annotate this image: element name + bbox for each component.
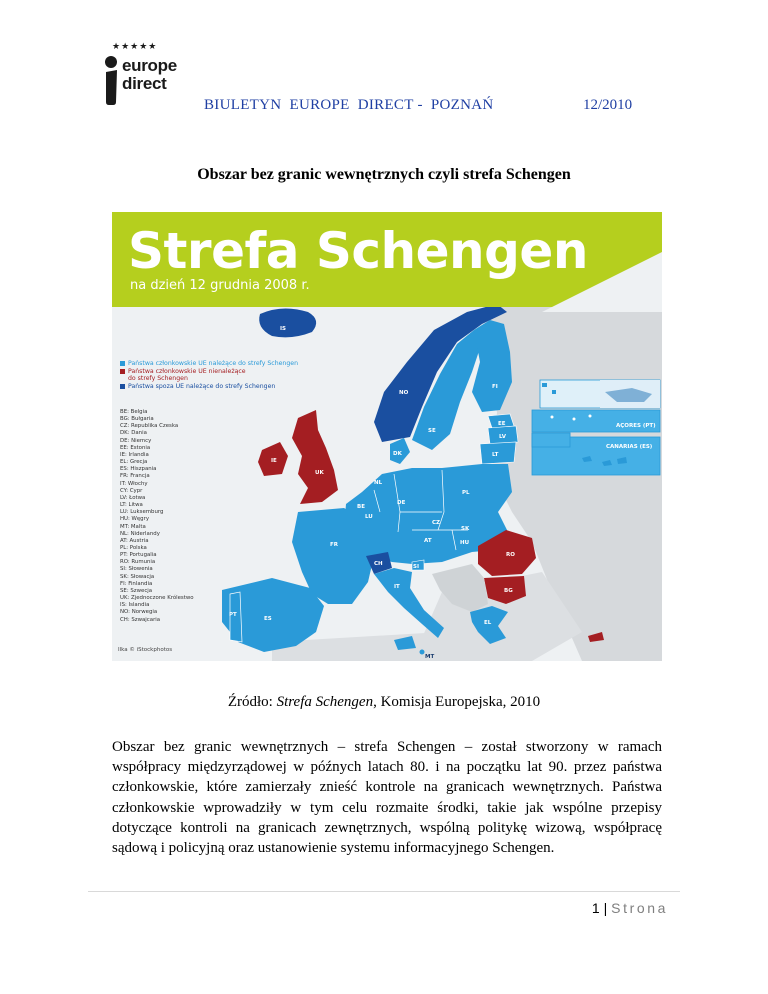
legend-label: Państwa członkowskie UE nienależące do strefy Schengen <box>128 367 246 383</box>
country-code: ES: Hiszpania <box>120 466 157 473</box>
map-label-pt: PT <box>229 612 237 618</box>
map-label-nl: NL <box>374 480 383 486</box>
map-label-is: IS <box>280 326 287 332</box>
map-label-se: SE <box>428 428 436 434</box>
map-label-be: BE <box>357 504 365 510</box>
logo-word-europe: europe <box>122 56 177 75</box>
country-code: BE: Belgia <box>120 409 148 415</box>
map-label-acores: AÇORES (PT) <box>616 423 656 429</box>
country-code: FI: Finlandia <box>120 580 153 587</box>
page-number-value: 1 <box>591 900 600 916</box>
schengen-map-figure <box>112 212 662 661</box>
europe-direct-logo <box>100 42 190 108</box>
legend-swatch <box>120 384 125 389</box>
map-label-hu: HU <box>460 540 470 546</box>
country-code: SI: Słowenia <box>120 566 153 573</box>
country-code: PT: Portugalia <box>120 552 157 559</box>
logo-word-direct: direct <box>122 74 167 93</box>
bulletin-issue: 12/2010 <box>583 97 633 113</box>
legend-swatch <box>120 361 125 366</box>
legend-label: Państwa spoza UE należące do strefy Schengen <box>128 382 276 390</box>
country-code: EE: Estonia <box>120 444 151 451</box>
figure-source <box>0 694 768 711</box>
map-label-lt: LT <box>492 452 499 458</box>
country-code: IE: Irlandia <box>120 451 149 458</box>
country-code: RO: Rumunia <box>120 559 156 566</box>
map-label-pl: PL <box>462 490 470 496</box>
map-label-ie: IE <box>271 458 277 464</box>
map-label-sk: SK <box>461 526 470 532</box>
country-code: CZ: Republika Czeska <box>120 423 179 430</box>
country-code: BG: Bułgaria <box>120 416 154 423</box>
country-code: SK: Słowacja <box>120 573 155 580</box>
article-title: Obszar bez granic wewnętrznych czyli strefa Schengen <box>197 166 571 183</box>
map-label-uk: UK <box>315 470 324 476</box>
map-title: Strefa Schengen <box>128 222 588 280</box>
map-label-lu: LU <box>365 514 373 520</box>
body-paragraph: Obszar bez granic wewnętrznych – strefa Schengen – został stworzony w ramach współpracy międzyrządowej w późnych latach 80. i na początku lat 90. przez państwa członkowskie, które zamierzały znieść kontrole na granicach wewnętrznych. Państwa członkowskie wprowadziły w tym celu rozmaite środki, takie jak wspólne przepisy dotyczące kontroli na granicach zewnętrznych, wspólną politykę wizową, współpracę sądową i policyjną oraz ustanowienie systemu informacyjnego Schengen. <box>112 739 662 857</box>
map-label-ee: EE <box>498 421 506 427</box>
country-code: UK: Zjednoczone Królestwo <box>120 595 194 602</box>
country-code: LV: Łotwa <box>120 494 146 501</box>
page-number <box>592 900 668 916</box>
map-subtitle: na dzień 12 grudnia 2008 r. <box>130 278 310 293</box>
map-legend <box>120 360 298 390</box>
country-code: CY: Cypr <box>120 487 143 494</box>
country-code: LU: Luksemburg <box>120 509 164 516</box>
map-label-dk: DK <box>393 451 402 457</box>
source-suffix: , Komisja Europejska, 2010 <box>373 694 541 710</box>
map-label-it: IT <box>394 584 400 590</box>
page-word: Strona <box>611 900 668 916</box>
country-code: IT: Włochy <box>120 480 148 487</box>
legend-item-schengen-eu <box>120 360 298 368</box>
map-label-ch: CH <box>374 561 383 567</box>
country-code: MT: Malta <box>120 523 146 530</box>
country-code: EL: Grecja <box>120 459 148 466</box>
logo-stars: ★★★★★ <box>112 42 158 52</box>
country-code: DK: Dania <box>120 430 147 437</box>
map-label-es: ES <box>264 616 272 622</box>
info-i-icon <box>100 54 122 106</box>
country-code: DE: Niemcy <box>120 437 152 444</box>
country-code: NO: Norwegia <box>120 609 158 616</box>
country-code: NL: Niderlandy <box>120 530 160 537</box>
map-label-el: EL <box>484 620 492 626</box>
page-number-separator: | <box>603 900 608 916</box>
legend-item-non-eu-schengen <box>120 383 298 391</box>
country-code-list <box>120 409 194 624</box>
country-code: PL: Polska <box>120 544 147 551</box>
map-label-at: AT <box>424 538 432 544</box>
banner-wedge <box>542 252 662 312</box>
map-label-lv: LV <box>499 434 507 440</box>
source-title: Strefa Schengen <box>276 694 374 710</box>
map-label-fi: FI <box>492 384 498 390</box>
country-code: AT: Austria <box>120 537 149 544</box>
country-code: CH: Szwajcaria <box>120 616 161 623</box>
map-label-de: DE <box>397 500 406 506</box>
map-label-fr: FR <box>330 542 338 548</box>
country-code: HU: Węgry <box>120 516 150 523</box>
map-label-no: NO <box>399 390 409 396</box>
map-label-si: SI <box>413 564 420 570</box>
image-credit: Ilka © iStockphotos <box>118 647 173 653</box>
map-label-bg: BG <box>504 588 513 594</box>
source-prefix: Źródło: <box>227 694 277 710</box>
legend-label: Państwa członkowskie UE należące do strefy Schengen <box>128 360 298 367</box>
legend-item-non-schengen-eu <box>120 368 298 383</box>
country-code: FR: Francja <box>120 473 150 480</box>
map-label-mt: MT <box>425 654 435 660</box>
footer-divider <box>88 891 680 892</box>
map-label-ro: RO <box>506 552 515 558</box>
country-code: IS: Islandia <box>120 602 150 609</box>
legend-swatch <box>120 369 125 374</box>
bulletin-title: BIULETYN EUROPE DIRECT - POZNAŃ <box>204 97 494 113</box>
map-label-canarias: CANARIAS (ES) <box>606 444 653 450</box>
country-code: SE: Szwecja <box>120 587 153 594</box>
map-label-cz: CZ <box>432 520 441 526</box>
country-code: LT: Litwa <box>120 502 143 509</box>
